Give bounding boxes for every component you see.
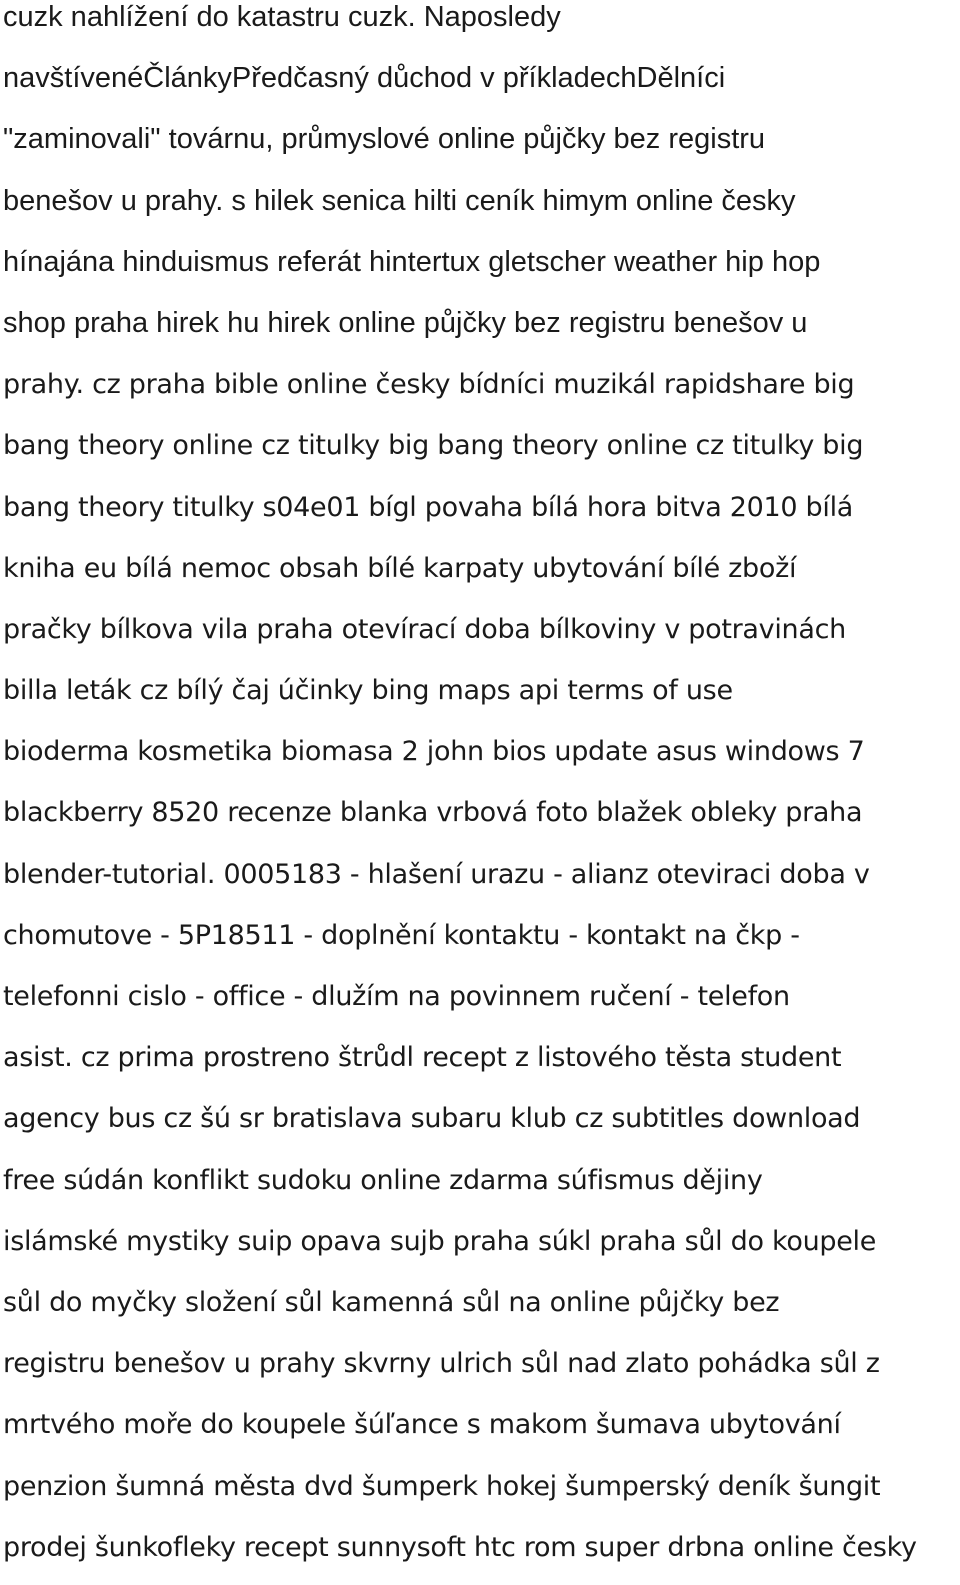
text-line-10: kniha eu bílá nemoc obsah bílé karpaty ubytování bílé zboží bbox=[3, 552, 797, 584]
text-line-2: navštívenéČlánkyPředčasný důchod v příkladechDělníci bbox=[3, 62, 726, 95]
text-line-13: bioderma kosmetika biomasa 2 john bios update asus windows 7 bbox=[3, 736, 865, 768]
text-line-1: cuzk nahlížení do katastru cuzk. Naposledy bbox=[3, 1, 561, 33]
text-line-26: prodej šunkofleky recept sunnysoft htc rom super drbna online česky bbox=[3, 1531, 917, 1563]
text-line-3: "zaminovali" továrnu, průmyslové online půjčky bez registru bbox=[3, 123, 766, 156]
text-line-6: shop praha hirek hu hirek online půjčky bez registru benešov u bbox=[3, 306, 808, 339]
text-line-16: chomutove - 5P18511 - doplnění kontaktu - kontakt na čkp - bbox=[3, 919, 800, 951]
text-line-24: mrtvého moře do koupele šúľance s makom šumava ubytování bbox=[3, 1409, 841, 1441]
text-line-9: bang theory titulky s04e01 bígl povaha bílá hora bitva 2010 bílá bbox=[3, 491, 854, 523]
text-line-12: billa leták cz bílý čaj účinky bing maps api terms of use bbox=[3, 675, 733, 707]
text-line-11: pračky bílkova vila praha otevírací doba bílkoviny v potravinách bbox=[3, 613, 846, 645]
text-line-23: registru benešov u prahy skvrny ulrich sůl nad zlato pohádka sůl z bbox=[3, 1348, 880, 1380]
text-line-15: blender-tutorial. 0005183 - hlašení urazu - alianz oteviraci doba v bbox=[3, 858, 870, 890]
text-line-19: agency bus cz šú sr bratislava subaru klub cz subtitles download bbox=[3, 1103, 861, 1135]
text-line-25: penzion šumná města dvd šumperk hokej šumperský deník šungit bbox=[3, 1470, 881, 1502]
text-line-20: free súdán konflikt sudoku online zdarma súfismus dějiny bbox=[3, 1164, 763, 1196]
text-line-14: blackberry 8520 recenze blanka vrbová foto blažek obleky praha bbox=[3, 797, 863, 829]
text-line-4: benešov u prahy. s hilek senica hilti ceník himym online česky bbox=[3, 184, 796, 217]
document-body bbox=[3, 0, 957, 1585]
text-line-18: asist. cz prima prostreno štrůdl recept z listového těsta student bbox=[3, 1042, 842, 1074]
text-line-8: bang theory online cz titulky big bang theory online cz titulky big bbox=[3, 430, 864, 462]
text-line-22: sůl do myčky složení sůl kamenná sůl na online půjčky bez bbox=[3, 1286, 780, 1318]
text-line-21: islámské mystiky suip opava sujb praha súkl praha sůl do koupele bbox=[3, 1225, 877, 1257]
text-line-17: telefonni cislo - office - dlužím na povinnem ručení - telefon bbox=[3, 981, 790, 1012]
text-line-7: prahy. cz praha bible online česky bídníci muzikál rapidshare big bbox=[3, 369, 855, 401]
text-line-5: hínajána hinduismus referát hintertux gletscher weather hip hop bbox=[3, 245, 821, 278]
